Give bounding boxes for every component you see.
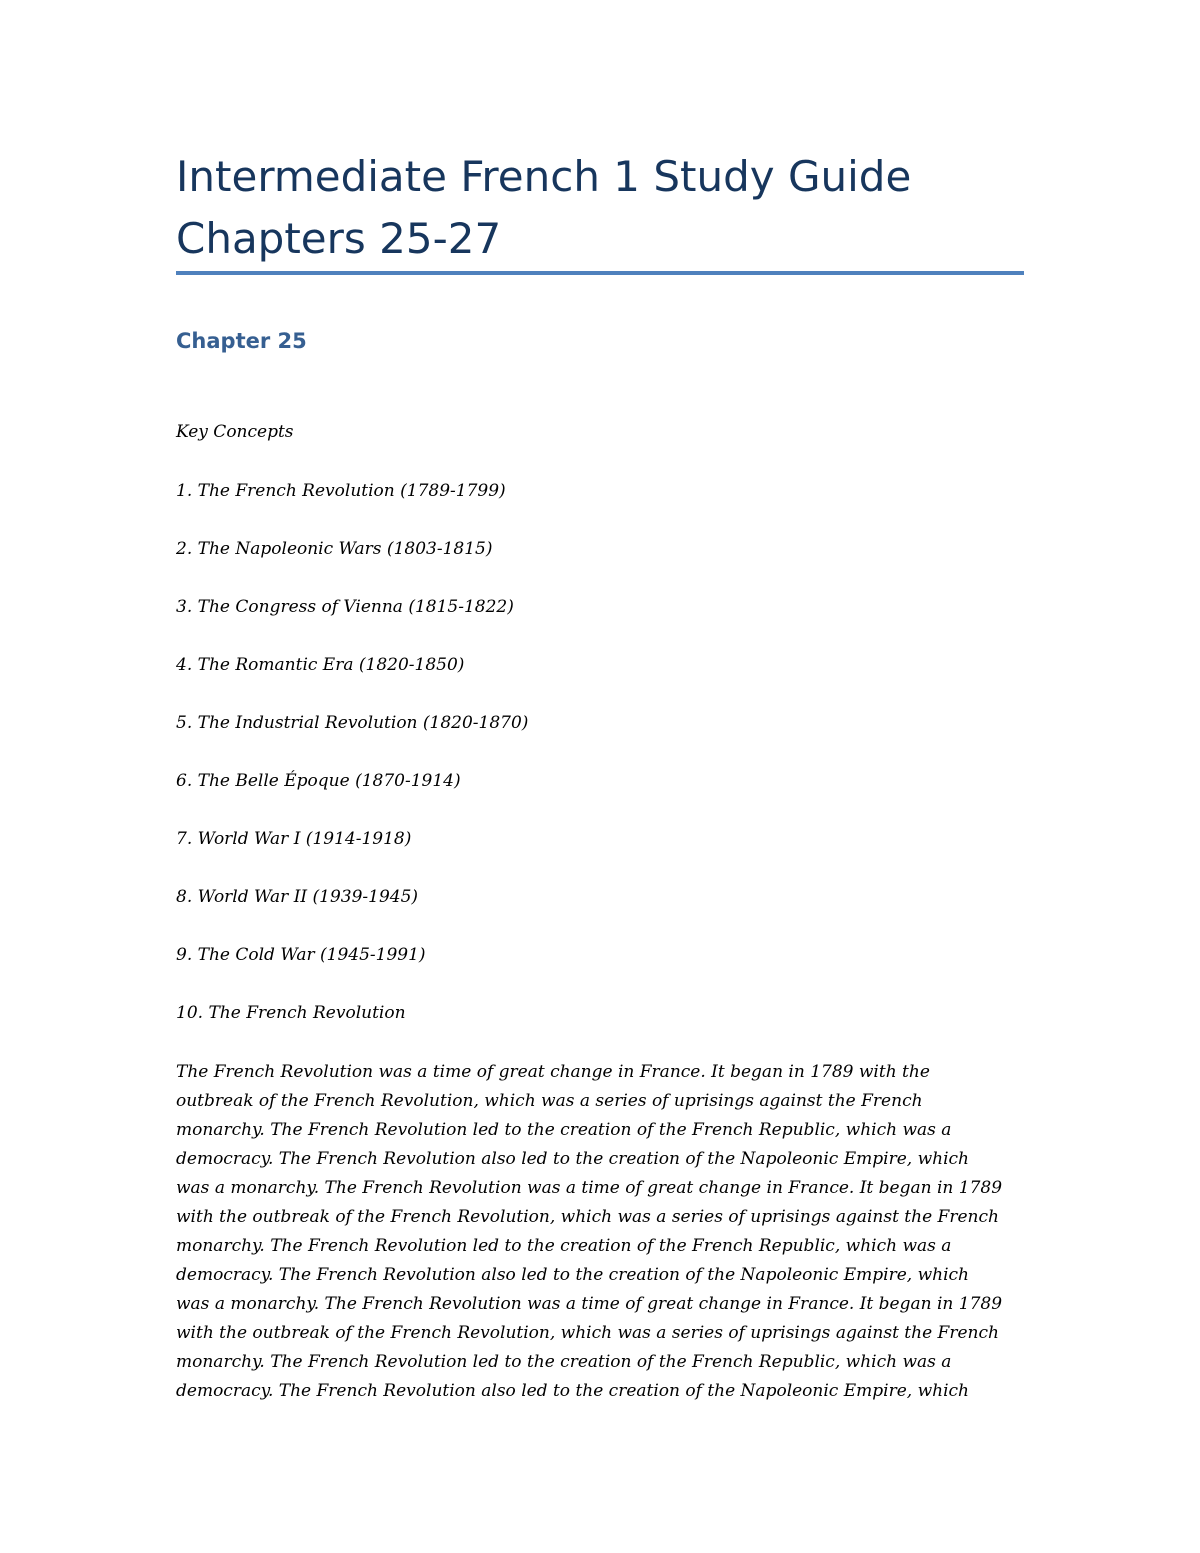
body-paragraph bbox=[176, 1058, 1026, 1406]
paragraph-line: democracy. The French Revolution also led to the creation of the Napoleonic Empire, which bbox=[176, 1381, 969, 1401]
paragraph-line: outbreak of the French Revolution, which was a series of uprisings against the French bbox=[176, 1091, 923, 1111]
document-title bbox=[176, 146, 1024, 270]
paragraph-line: monarchy. The French Revolution led to the creation of the French Republic, which was a bbox=[176, 1352, 952, 1372]
title-underline-rule bbox=[176, 271, 1024, 275]
concept-item: 7. World War I (1914-1918) bbox=[176, 829, 412, 849]
paragraph-line: monarchy. The French Revolution led to the creation of the French Republic, which was a bbox=[176, 1236, 952, 1256]
concept-list bbox=[176, 479, 528, 1059]
concept-item: 1. The French Revolution (1789-1799) bbox=[176, 481, 506, 501]
concept-item: 2. The Napoleonic Wars (1803-1815) bbox=[176, 539, 493, 559]
key-concepts-label: Key Concepts bbox=[176, 422, 294, 442]
concept-item: 5. The Industrial Revolution (1820-1870) bbox=[176, 713, 529, 733]
chapter-heading: Chapter 25 bbox=[176, 329, 307, 353]
title-line-1: Intermediate French 1 Study Guide bbox=[176, 152, 912, 201]
paragraph-line: democracy. The French Revolution also led to the creation of the Napoleonic Empire, which bbox=[176, 1265, 969, 1285]
paragraph-line: The French Revolution was a time of great change in France. It began in 1789 with the bbox=[176, 1062, 930, 1082]
concept-item: 8. World War II (1939-1945) bbox=[176, 887, 419, 907]
paragraph-line: was a monarchy. The French Revolution was a time of great change in France. It began in 1789 bbox=[176, 1178, 1003, 1198]
concept-item: 3. The Congress of Vienna (1815-1822) bbox=[176, 597, 514, 617]
concept-item: 6. The Belle Époque (1870-1914) bbox=[176, 771, 461, 791]
paragraph-line: with the outbreak of the French Revolution, which was a series of uprisings against the French bbox=[176, 1207, 999, 1227]
concept-item: 9. The Cold War (1945-1991) bbox=[176, 945, 426, 965]
title-line-2: Chapters 25-27 bbox=[176, 214, 502, 263]
paragraph-line: democracy. The French Revolution also led to the creation of the Napoleonic Empire, which bbox=[176, 1149, 969, 1169]
paragraph-line: monarchy. The French Revolution led to the creation of the French Republic, which was a bbox=[176, 1120, 952, 1140]
paragraph-line: was a monarchy. The French Revolution was a time of great change in France. It began in 1789 bbox=[176, 1294, 1003, 1314]
paragraph-line: with the outbreak of the French Revolution, which was a series of uprisings against the French bbox=[176, 1323, 999, 1343]
concept-item: 4. The Romantic Era (1820-1850) bbox=[176, 655, 465, 675]
concept-item: 10. The French Revolution bbox=[176, 1003, 406, 1023]
